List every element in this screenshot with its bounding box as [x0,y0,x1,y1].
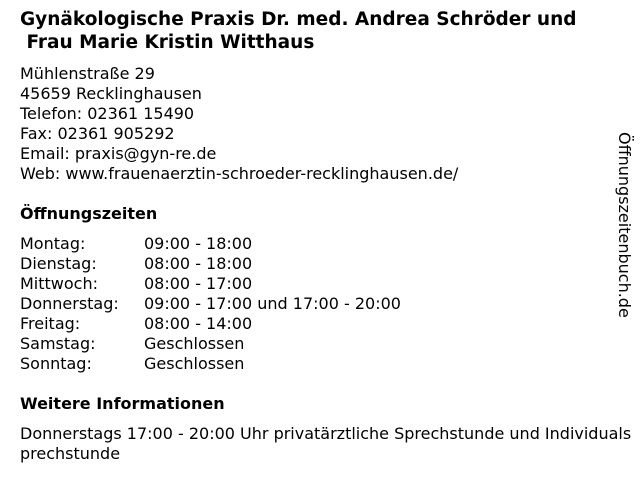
hours-row-saturday [20,334,401,354]
page-title [20,8,630,54]
hours-row-thursday [20,294,401,314]
contact-block [20,64,458,184]
hours-row-sunday [20,354,401,374]
opening-hours-table [20,234,401,374]
hours-time: 08:00 - 17:00 [144,274,253,293]
address-street: Mühlenstraße 29 [20,64,155,83]
hours-row-wednesday [20,274,401,294]
hours-day: Montag: [20,234,86,253]
opening-hours-heading: Öffnungszeiten [20,204,158,223]
hours-time: Geschlossen [144,354,245,373]
email-address: Email: praxis@gyn-re.de [20,144,217,163]
fax-number: Fax: 02361 905292 [20,124,175,143]
page-title-line-2: Frau Marie Kristin Witthaus [20,32,315,53]
hours-day: Mittwoch: [20,274,98,293]
phone-number: Telefon: 02361 15490 [20,104,195,123]
address-city: 45659 Recklinghausen [20,84,202,103]
hours-time: 08:00 - 14:00 [144,314,253,333]
hours-time: 08:00 - 18:00 [144,254,253,273]
hours-row-tuesday [20,254,401,274]
hours-day: Sonntag: [20,354,92,373]
watermark-text: Öffnungszeitenbuch.de [615,132,634,318]
page-title-line-1: Gynäkologische Praxis Dr. med. Andrea Schröder und [20,9,577,30]
hours-row-friday [20,314,401,334]
website-url: Web: www.frauenaerztin-schroeder-recklinghausen.de/ [20,164,459,183]
further-info-text: Donnerstags 17:00 - 20:00 Uhr privatärztliche Sprechstunde und Individualsprechstunde [20,424,632,463]
further-info-heading: Weitere Informationen [20,394,225,413]
hours-day: Samstag: [20,334,96,353]
hours-day: Freitag: [20,314,81,333]
hours-day: Dienstag: [20,254,97,273]
hours-day: Donnerstag: [20,294,119,313]
hours-time: 09:00 - 18:00 [144,234,253,253]
hours-time: 09:00 - 17:00 und 17:00 - 20:00 [144,294,401,313]
hours-time: Geschlossen [144,334,245,353]
hours-row-monday [20,234,401,254]
